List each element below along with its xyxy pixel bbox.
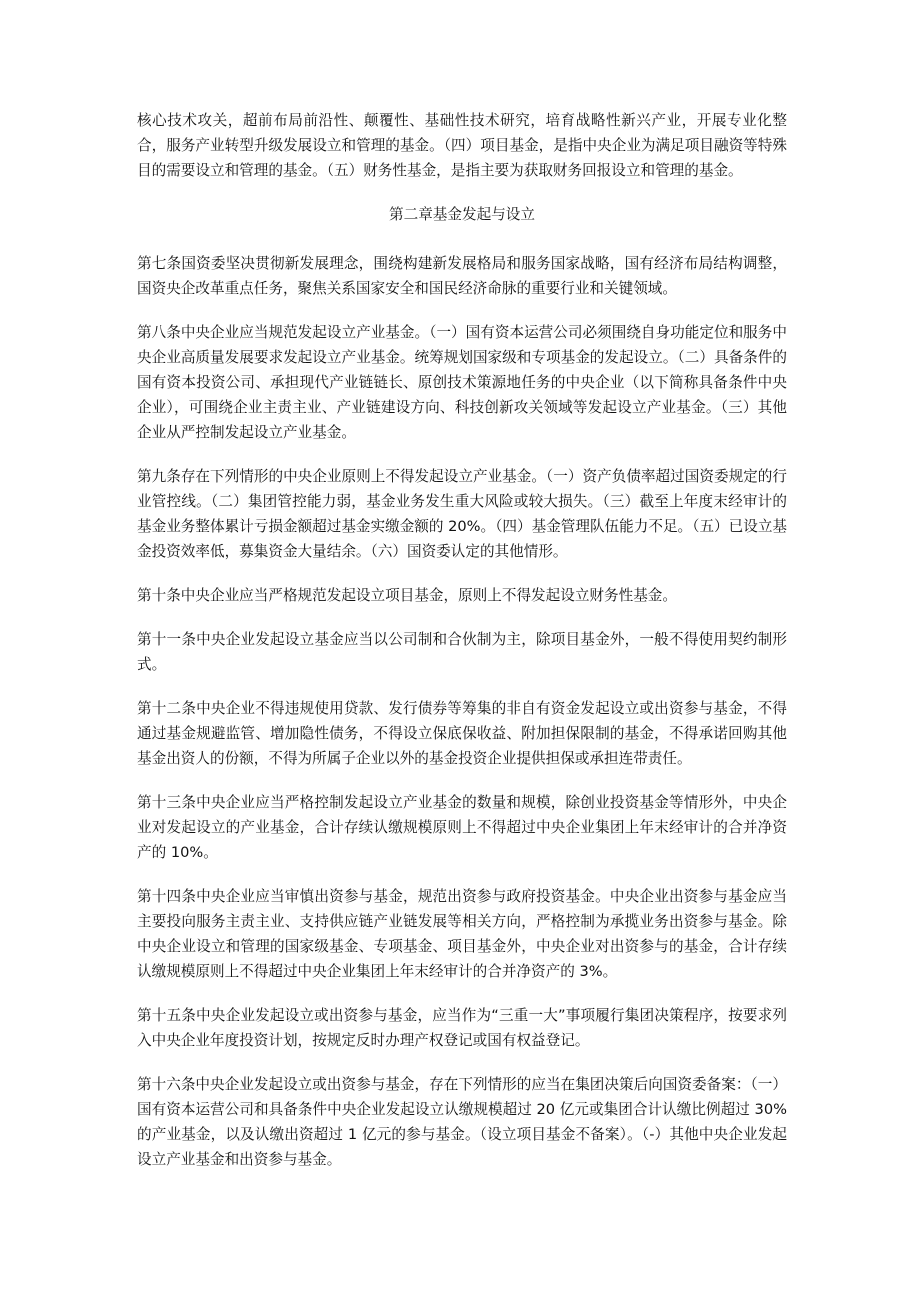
article-9: 第九条存在下列情形的中央企业原则上不得发起设立产业基金。（一）资产负债率超过国资委规定的行业管控线。（二）集团管控能力弱，基金业务发生重大风险或较大损失。（三）截至上年度末经审计的基金业务整体累计亏损金额超过基金实缴金额的 20%。（四）基金管理队伍能力不足。（五）已设立基金投资效率低，募集资金大量结余。（六）国资委认定的其他情形。 <box>137 468 788 560</box>
article-11: 第十一条中央企业发起设立基金应当以公司制和合伙制为主，除项目基金外，一般不得使用契约制形式。 <box>137 631 787 673</box>
article-16: 第十六条中央企业发起设立或出资参与基金，存在下列情形的应当在集团决策后向国资委备案：（一）国有资本运营公司和具备条件中央企业发起设立认缴规模超过 20 亿元或集团合计认缴比例超过 30%的产业基金，以及认缴出资超过 1 亿元的参与基金。（设立项目基金不备案）。（-）其他中央企业发起设立产业基金和出资参与基金。 <box>137 1076 787 1168</box>
article-13: 第十三条中央企业应当严格控制发起设立产业基金的数量和规模，除创业投资基金等情形外，中央企业对发起设立的产业基金，合计存续认缴规模原则上不得超过中央企业集团上年末经审计的合并净资产的 10%。 <box>137 794 787 861</box>
intro-paragraph: 核心技术攻关，超前布局前沿性、颠覆性、基础性技术研究，培育战略性新兴产业，开展专业化整合，服务产业转型升级发展设立和管理的基金。（四）项目基金，是指中央企业为满足项目融资等特殊目的需要设立和管理的基金。（五）财务性基金，是指主要为获取财务回报设立和管理的基金。 <box>137 112 787 179</box>
document-page <box>137 108 787 1191</box>
chapter-heading: 第二章基金发起与设立 <box>389 206 535 223</box>
article-10: 第十条中央企业应当严格规范发起设立项目基金，原则上不得发起设立财务性基金。 <box>137 587 677 604</box>
article-12: 第十二条中央企业不得违规使用贷款、发行债券等筹集的非自有资金发起设立或出资参与基金，不得通过基金规避监管、增加隐性债务，不得设立保底保收益、附加担保限制的基金，不得承诺回购其他基金出资人的份额，不得为所属子企业以外的基金投资企业提供担保或承担连带责任。 <box>137 700 787 767</box>
article-14: 第十四条中央企业应当审慎出资参与基金，规范出资参与政府投资基金。中央企业出资参与基金应当主要投向服务主责主业、支持供应链产业链发展等相关方向，严格控制为承揽业务出资参与基金。除中央企业设立和管理的国家级基金、专项基金、项目基金外，中央企业对出资参与的基金，合计存续认缴规模原则上不得超过中央企业集团上年末经审计的合并净资产的 3%。 <box>137 888 787 980</box>
article-8: 第八条中央企业应当规范发起设立产业基金。（一）国有资本运营公司必须围绕自身功能定位和服务中央企业高质量发展要求发起设立产业基金。统筹规划国家级和专项基金的发起设立。（二）具备条件的国有资本投资公司、承担现代产业链链长、原创技术策源地任务的中央企业（以下简称具备条件中央企业），可围绕企业主责主业、产业链建设方向、科技创新攻关领域等发起设立产业基金。（三）其他企业从严控制发起设立产业基金。 <box>137 324 787 441</box>
article-15: 第十五条中央企业发起设立或出资参与基金，应当作为“三重一大”事项履行集团决策程序，按要求列入中央企业年度投资计划，按规定反时办理产权登记或国有权益登记。 <box>137 1007 787 1049</box>
article-7: 第七条国资委坚决贯彻新发展理念，围绕构建新发展格局和服务国家战略，国有经济布局结构调整，国资央企改革重点任务，聚焦关系国家安全和国民经济命脉的重要行业和关键领域。 <box>137 255 787 297</box>
